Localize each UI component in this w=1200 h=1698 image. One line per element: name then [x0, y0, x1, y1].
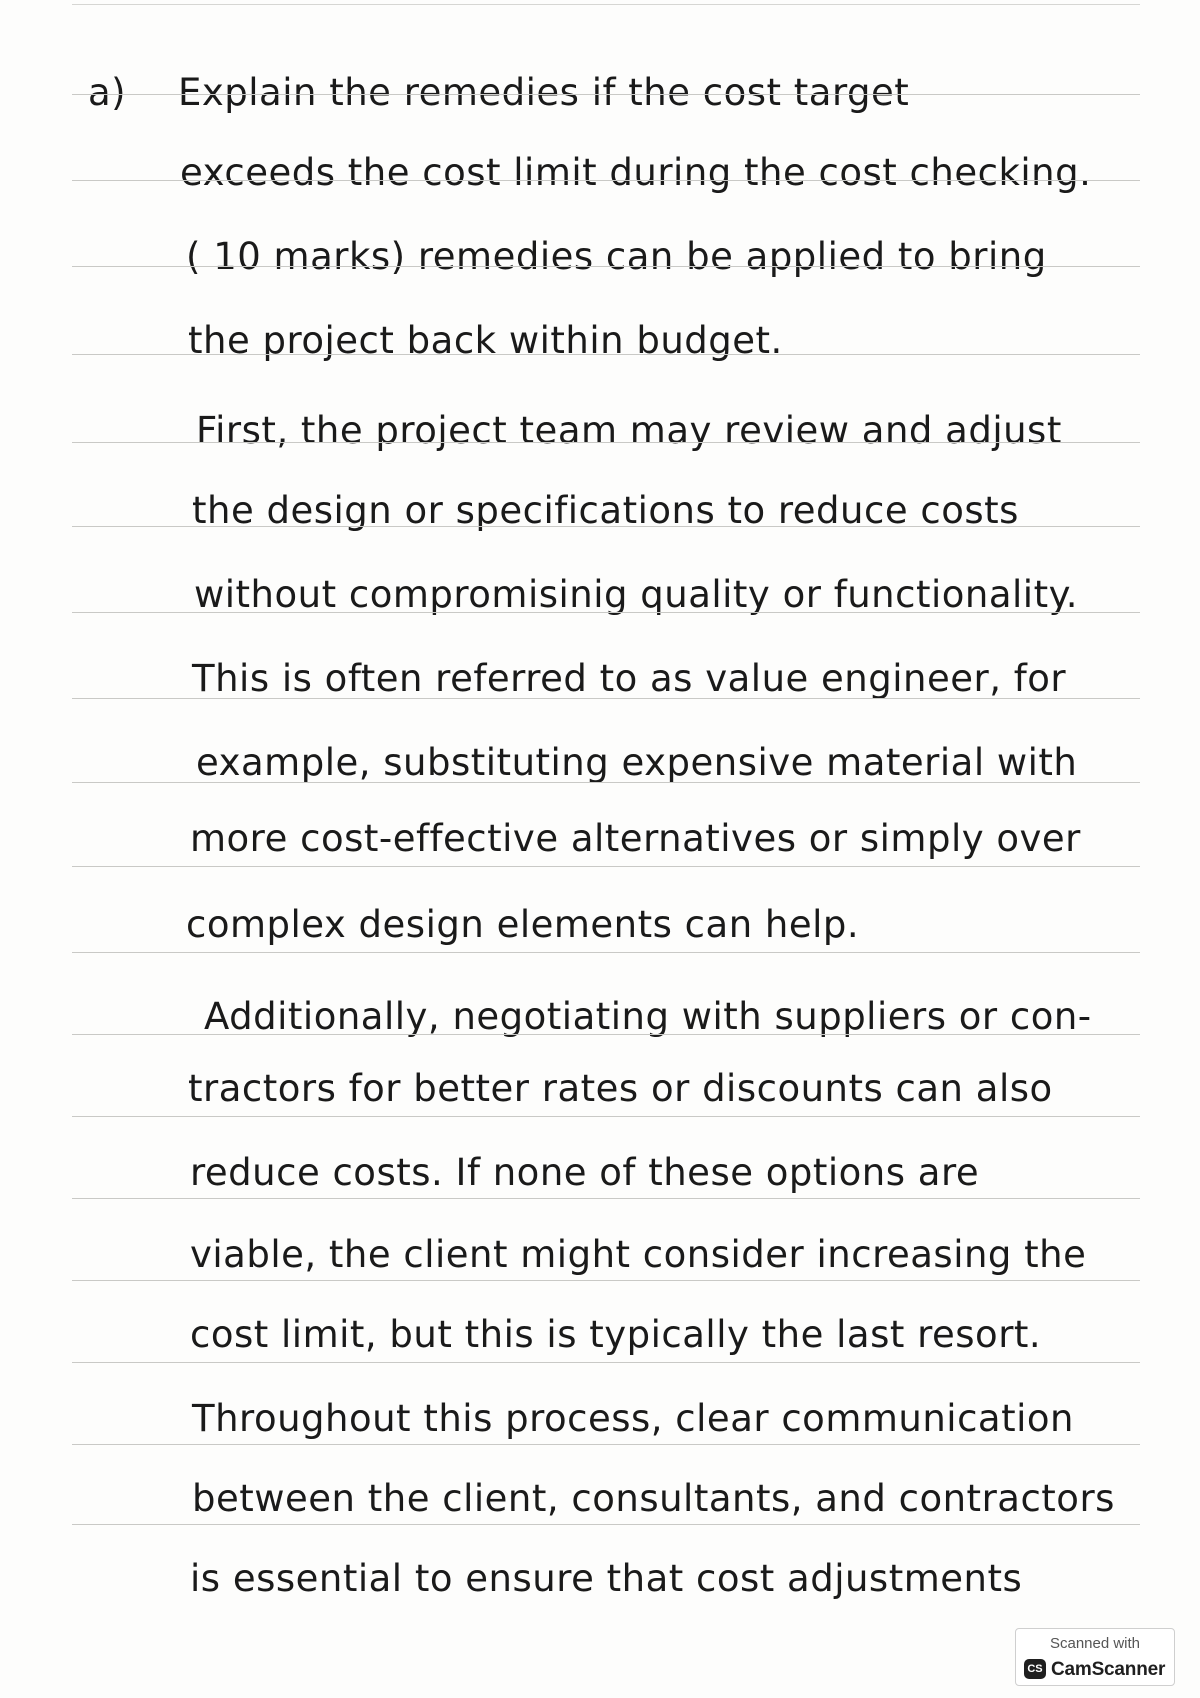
- line-text: without compromisinig quality or functionality.: [194, 573, 1078, 616]
- line-4: [0, 276, 1200, 360]
- line-text: ( 10 marks) remedies can be applied to bring: [186, 235, 1047, 278]
- line-text: is essential to ensure that cost adjustments: [190, 1557, 1023, 1600]
- camscanner-watermark: [1015, 1628, 1175, 1686]
- line-text: the design or specifications to reduce costs: [192, 489, 1019, 532]
- question-label: a): [88, 71, 127, 114]
- line-text: complex design elements can help.: [186, 903, 860, 946]
- line-text: reduce costs. If none of these options are: [190, 1151, 980, 1194]
- line-text: Throughout this process, clear communication: [192, 1397, 1074, 1440]
- line-7: [0, 530, 1200, 614]
- line-text: tractors for better rates or discounts can also: [188, 1067, 1053, 1110]
- line-text: exceeds the cost limit during the cost checking.: [180, 151, 1092, 194]
- line-1: [0, 28, 1200, 112]
- line-5: [0, 366, 1200, 450]
- line-13: [0, 1024, 1200, 1108]
- line-6: [0, 446, 1200, 530]
- line-text: This is often referred to as value engineer, for: [192, 657, 1067, 700]
- line-14: [0, 1108, 1200, 1192]
- line-text: more cost-effective alternatives or simply over: [190, 817, 1081, 860]
- line-text: First, the project team may review and adjust: [196, 409, 1062, 452]
- line-9: [0, 698, 1200, 782]
- line-15: [0, 1190, 1200, 1274]
- camscanner-logo-icon: CS: [1024, 1659, 1046, 1679]
- line-text: the project back within budget.: [188, 319, 783, 362]
- line-text: cost limit, but this is typically the last resort.: [190, 1313, 1042, 1356]
- line-11: [0, 860, 1200, 944]
- ruled-line: [72, 526, 1140, 527]
- line-16: [0, 1270, 1200, 1354]
- line-text: Explain the remedies if the cost target: [178, 71, 910, 114]
- ruled-line: [72, 180, 1140, 181]
- line-10: [0, 774, 1200, 858]
- ruled-line: [72, 612, 1140, 613]
- line-8: [0, 614, 1200, 698]
- line-19: [0, 1514, 1200, 1598]
- line-text: between the client, consultants, and contractors: [192, 1477, 1115, 1520]
- ruled-line: [72, 266, 1140, 267]
- ruled-line: [72, 354, 1140, 355]
- line-text: example, substituting expensive material with: [196, 741, 1078, 784]
- line-text: viable, the client might consider increasing the: [190, 1233, 1087, 1276]
- top-rule: [72, 4, 1140, 5]
- ruled-line: [72, 94, 1140, 95]
- scanned-with-label: Scanned with: [1049, 1635, 1141, 1652]
- line-18: [0, 1434, 1200, 1518]
- line-text: Additionally, negotiating with suppliers or con-: [204, 995, 1092, 1038]
- ruled-line: [72, 442, 1140, 443]
- camscanner-brand-label: CamScanner: [1051, 1659, 1166, 1680]
- line-17: [0, 1354, 1200, 1438]
- line-3: [0, 192, 1200, 276]
